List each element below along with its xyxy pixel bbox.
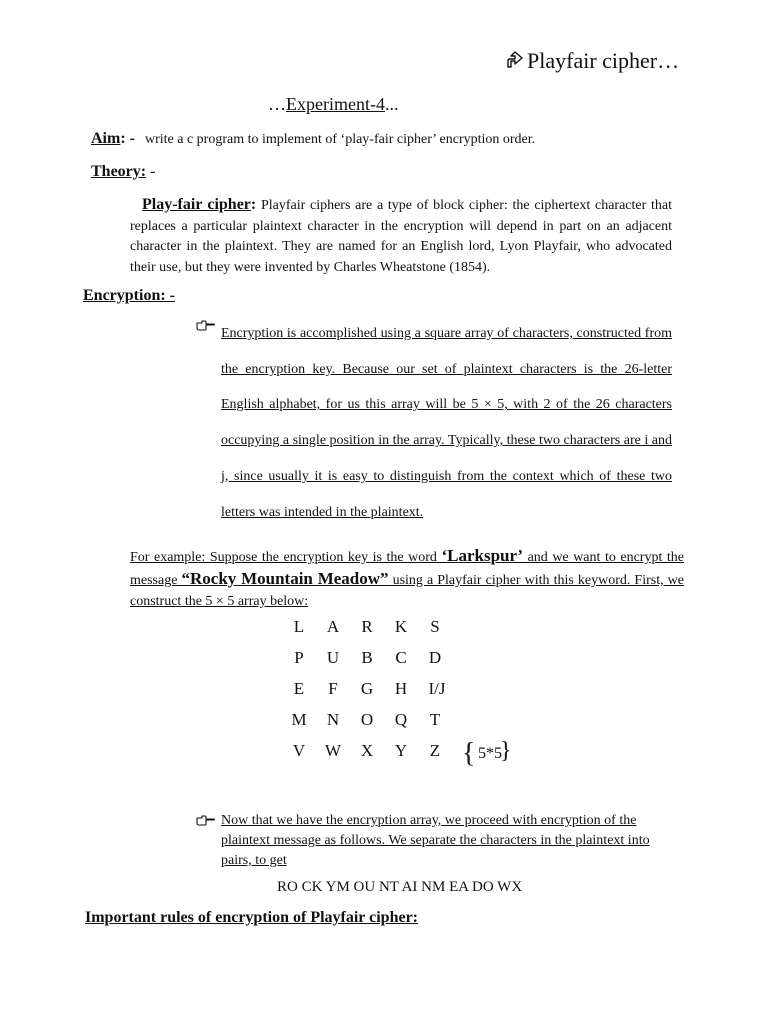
grid-cell: C: [395, 648, 407, 667]
pointing-finger-icon: [196, 815, 216, 827]
rules-heading: Important rules of encryption of Playfair cipher:: [85, 909, 418, 926]
example-text-3: using a Playfair cipher with this keyword. First, we construct the 5 × 5 array below:: [130, 573, 684, 609]
intro-text: Playfair ciphers are a type of block cipher: the ciphertext character that replaces a particular plaintext character in the encryption will depend in part on an adjacent character in the plaintext. They are named for an English lord, Lyon Playfair, who advocated their use, but they were invented by Charles Wheatstone (1854).: [130, 198, 672, 275]
pointing-finger-icon: [196, 320, 216, 332]
bullet-pairs: Now that we have the encryption array, we proceed with encryption of the plaintext message as follows. We separate the characters in the plaintext into pairs, to get: [221, 813, 650, 868]
intro-colon: :: [250, 196, 257, 213]
plaintext-pairs: RO CK YM OU NT AI NM EA DO WX: [277, 879, 523, 895]
aim-label: Aim: [91, 130, 121, 147]
intro-paragraph: [130, 195, 672, 278]
header-title: Playfair cipher…: [527, 48, 680, 73]
experiment-label: Experiment-4: [286, 94, 385, 114]
pointing-hand-icon: [505, 50, 525, 70]
grid-cell: K: [394, 617, 408, 636]
aim-separator: : -: [120, 130, 135, 147]
grid-cell: P: [294, 648, 304, 667]
experiment-title: [268, 94, 398, 115]
grid-cell: U: [326, 648, 340, 667]
grid-cell: M: [291, 710, 307, 729]
grid-cell: E: [293, 679, 305, 698]
example-text-1: For example: Suppose the encryption key is the word: [130, 550, 442, 565]
grid-cell: A: [326, 617, 340, 636]
example-key: ‘Larkspur’: [441, 546, 524, 565]
example-text-2: and we want to encrypt the message: [130, 550, 684, 588]
grid-cell: W: [324, 741, 342, 760]
grid-cell: O: [360, 710, 374, 729]
page-header: [505, 48, 679, 74]
theory-heading: [91, 163, 155, 181]
intro-term: Play-fair cipher: [142, 196, 251, 213]
grid-cell: X: [360, 741, 374, 760]
grid-cell: I/J: [428, 679, 446, 698]
experiment-prefix: …: [268, 94, 286, 114]
grid-cell: D: [428, 648, 442, 667]
example-paragraph: [130, 545, 684, 612]
bullet-encryption-array: Encryption is accomplished using a square array of characters, constructed from the encryption key. Because our set of plaintext characters is the 26-letter English alphabet, for us this array will be 5 × 5, with 2 of the 26 characters occupying a single position in the array. Typically, these two characters are i and j, since usually it is easy to distinguish from the context which of these two letters was intended in the plaintext.: [221, 326, 672, 520]
grid-cell: Z: [429, 741, 441, 760]
grid-size-note: 5*5: [478, 745, 502, 762]
grid-cell: H: [394, 679, 408, 698]
aim-line: [91, 130, 535, 148]
grid-cell: R: [361, 617, 373, 636]
encryption-heading: Encryption: -: [83, 287, 175, 304]
left-brace: {: [462, 738, 476, 769]
experiment-suffix: ...: [384, 94, 399, 114]
grid-cell: B: [361, 648, 373, 667]
aim-text: write a c program to implement of ‘play-fair cipher’ encryption order.: [144, 132, 536, 147]
grid-cell: F: [328, 679, 338, 698]
grid-cell: Q: [394, 710, 408, 729]
grid-cell: V: [292, 741, 306, 760]
grid-cell: L: [293, 617, 305, 636]
grid-cell: T: [429, 710, 441, 729]
right-brace: }: [500, 738, 512, 764]
example-message: “Rocky Mountain Meadow”: [181, 569, 389, 588]
grid-cell: Y: [394, 741, 408, 760]
theory-label: Theory:: [91, 163, 147, 180]
grid-cell: S: [430, 617, 440, 636]
theory-separator: -: [146, 163, 156, 180]
grid-cell: N: [326, 710, 340, 729]
grid-cell: G: [360, 679, 374, 698]
